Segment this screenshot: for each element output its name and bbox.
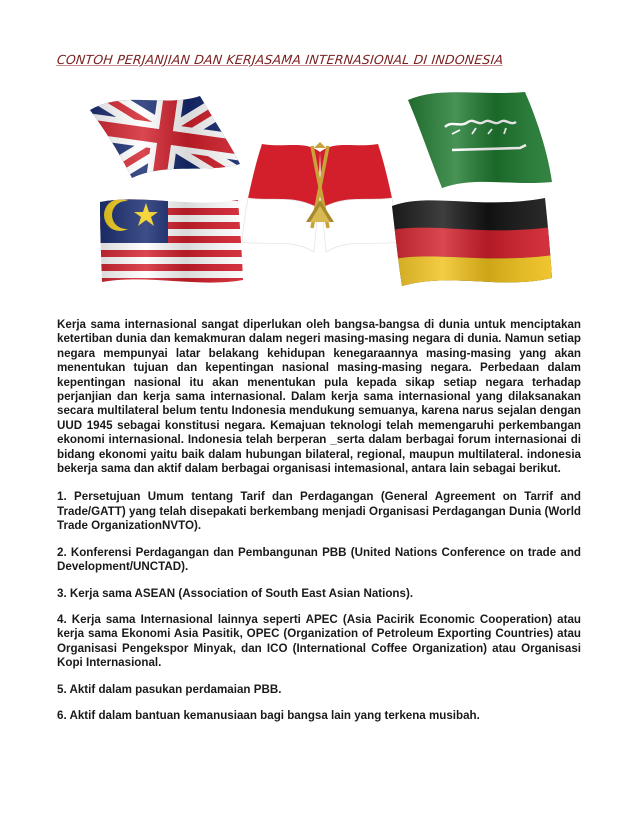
flags-illustration <box>80 82 560 294</box>
list-item: 6. Aktif dalam bantuan kemanusiaan bagi bangsa lain yang terkena musibah. <box>57 708 480 722</box>
germany-flag <box>380 182 560 294</box>
page-title: CONTOH PERJANJIAN DAN KERJASAMA INTERNASIONAL DI INDONESIA <box>56 52 505 67</box>
list-item: 4. Kerja sama Internasional lainnya seperti APEC (Asia Pacirik Economic Cooperation) atau kerja sama Ekonomi Asia Pasitik, OPEC (Organization of Petroleum Exporting Countries) atau Organisasi Pengekspor Minyak, dan ICO (International Coffee Organization) atau Organisasi Kopi Internasional. <box>57 612 581 670</box>
list-item: 5. Aktif dalam pasukan perdamaian PBB. <box>57 682 282 696</box>
saudi-arabia-flag <box>400 82 560 192</box>
malaysia-flag <box>90 187 250 294</box>
uk-flag <box>80 82 267 205</box>
intro-paragraph: Kerja sama internasional sangat diperlukan oleh bangsa-bangsa di dunia untuk menciptakan ketertiban dunia dan kemakmuran dalam negeri masing-masing negara di dunia. Namun setiap negara mempunyai latar belakang kehidupan kenegaraannya masing-masing yang akan menentukan tujuan dan kepentingan nasional masing-masing negara. Perbedaan dalam kepentingan nasional itu akan menentukan pula kepada sikap setiap negara terhadap perjanjian dan kerja sama internasional. Dalam kerja sama internasional yang dilaksanakan secara multilateral belum tentu Indonesia mendukung semuanya, karena narus sejalan dengan UUD 1945 sebagai konstitusi negara. Kemajuan teknologi telah memengaruhi perkembangan ekonomi internasional. Indonesia telah berperan _serta dalam berbagai forum internasionai di bidang ekonomi yaitu baik dalam hubungan bilateral, regional, maupun multilateral. indonesia bekerja sama dan aktif dalam berbagai organisasi intemasional, antara lain sebagai berikut. <box>57 318 581 476</box>
indonesia-flags <box>242 142 398 252</box>
list-item: 3. Kerja sama ASEAN (Association of South East Asian Nations). <box>57 586 414 600</box>
document-body <box>57 318 581 735</box>
list-item: 1. Persetujuan Umum tentang Tarif dan Perdagangan (General Agreement on Tarrif and Trade/GATT) yang telah disepakati berkembang menjadi Organisasi Perdagangan Dunia (World Trade OrganizationNVTO). <box>57 490 581 533</box>
list-item: 2. Konferensi Perdagangan dan Pembangunan PBB (United Nations Conference on trade and Development/UNCTAD). <box>57 545 581 574</box>
